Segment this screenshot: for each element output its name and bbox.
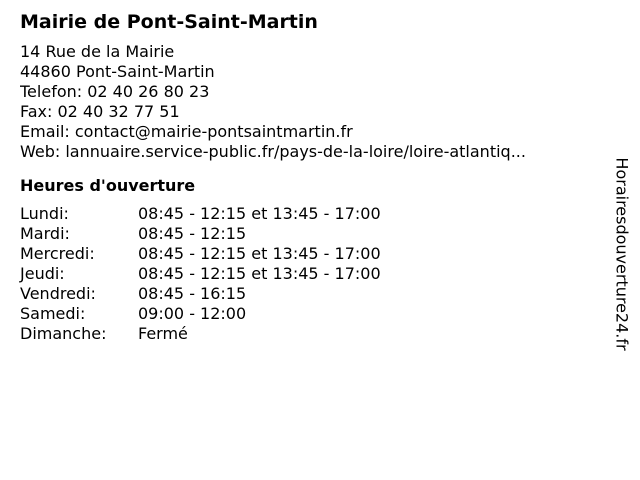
- time-value: 08:45 - 12:15 et 13:45 - 17:00: [138, 264, 381, 283]
- day-label: Dimanche:: [20, 324, 107, 343]
- hours-row-thursday: [20, 264, 600, 284]
- address-line-2: 44860 Pont-Saint-Martin: [20, 62, 215, 81]
- day-label: Lundi:: [20, 204, 69, 223]
- opening-hours-heading: Heures d'ouverture: [20, 176, 196, 195]
- hours-row-wednesday: [20, 244, 600, 264]
- day-label: Vendredi:: [20, 284, 96, 303]
- day-label: Jeudi:: [20, 264, 65, 283]
- email-line[interactable]: Email: contact@mairie-pontsaintmartin.fr: [20, 122, 353, 141]
- time-value: 08:45 - 12:15 et 13:45 - 17:00: [138, 204, 381, 223]
- time-value: Fermé: [138, 324, 188, 343]
- web-line[interactable]: Web: lannuaire.service-public.fr/pays-de-la-loire/loire-atlantiq...: [20, 142, 526, 161]
- office-info-card: [20, 10, 600, 344]
- day-label: Samedi:: [20, 304, 86, 323]
- day-label: Mercredi:: [20, 244, 95, 263]
- opening-hours-table: [20, 204, 600, 344]
- office-title: Mairie de Pont-Saint-Martin: [20, 11, 318, 33]
- hours-row-friday: [20, 284, 600, 304]
- time-value: 09:00 - 12:00: [138, 304, 247, 323]
- hours-row-sunday: [20, 324, 600, 344]
- hours-row-tuesday: [20, 224, 600, 244]
- fax-line: Fax: 02 40 32 77 51: [20, 102, 180, 121]
- phone-line[interactable]: Telefon: 02 40 26 80 23: [20, 82, 210, 101]
- time-value: 08:45 - 12:15 et 13:45 - 17:00: [138, 244, 381, 263]
- contact-block: [20, 42, 600, 162]
- hours-row-saturday: [20, 304, 600, 324]
- time-value: 08:45 - 12:15: [138, 224, 247, 243]
- site-watermark: [610, 134, 634, 374]
- day-label: Mardi:: [20, 224, 70, 243]
- time-value: 08:45 - 16:15: [138, 284, 247, 303]
- hours-row-monday: [20, 204, 600, 224]
- watermark-text: Horairesdouverture24.fr: [613, 157, 633, 351]
- address-line-1: 14 Rue de la Mairie: [20, 42, 175, 61]
